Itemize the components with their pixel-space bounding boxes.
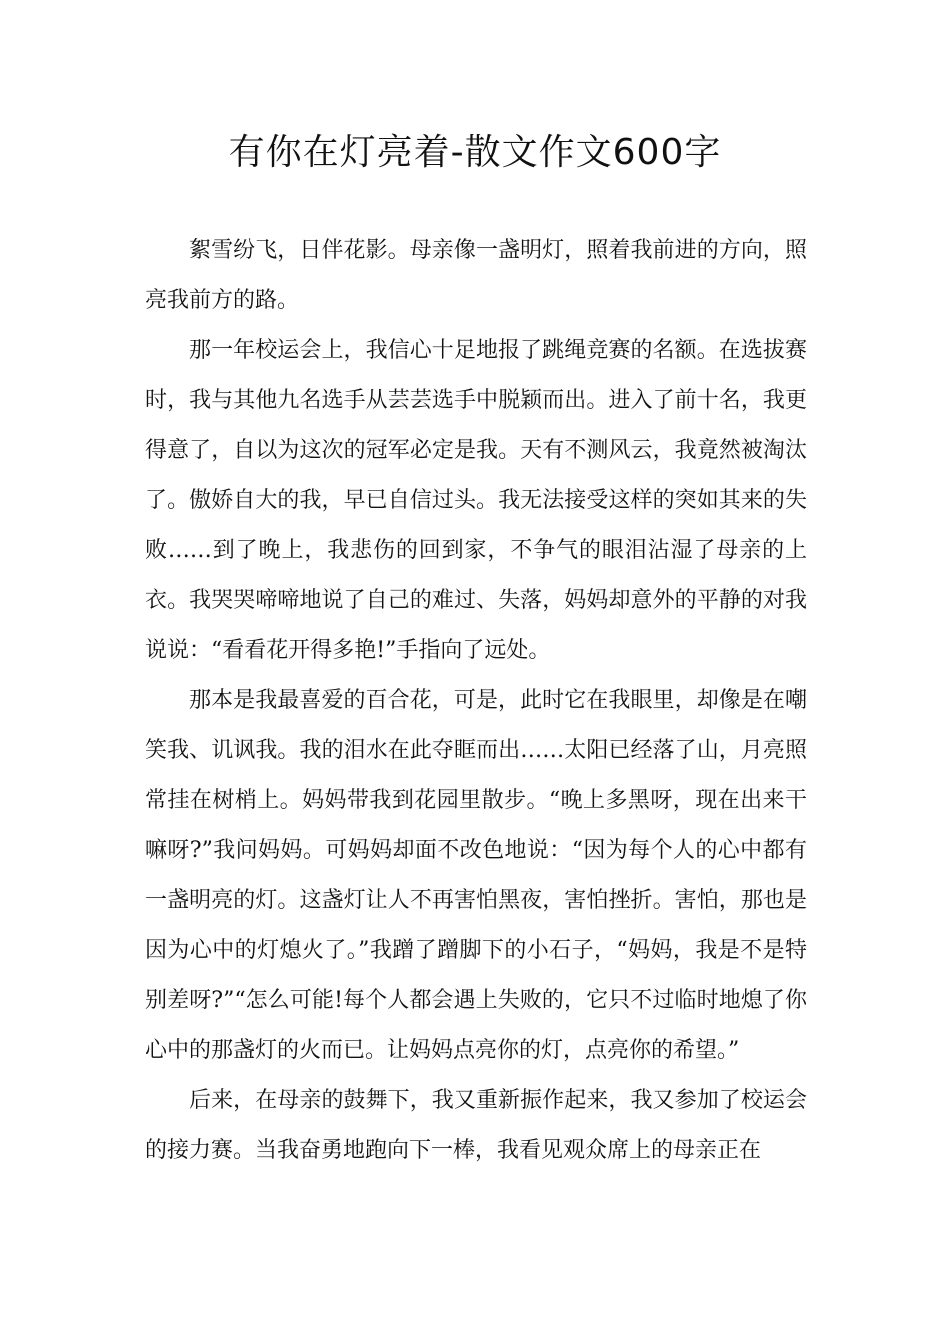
document-body [145,226,807,1176]
paragraph: 那一年校运会上，我信心十足地报了跳绳竞赛的名额。在选拔赛时，我与其他九名选手从芸芸选手中脱颖而出。进入了前十名，我更得意了，自以为这次的冠军必定是我。天有不测风云，我竟然被淘汰了。傲娇自大的我，早已自信过头。我无法接受这样的突如其来的失败……到了晚上，我悲伤的回到家，不争气的眼泪沾湿了母亲的上衣。我哭哭啼啼地说了自己的难过、失落，妈妈却意外的平静的对我说说：“看看花开得多艳!”手指向了远处。 [145,338,807,663]
document-title: 有你在灯亮着-散文作文600字 [228,132,722,173]
paragraph: 后来，在母亲的鼓舞下，我又重新振作起来，我又参加了校运会的接力赛。当我奋勇地跑向下一棒，我看见观众席上的母亲正在 [145,1088,807,1163]
paragraph: 那本是我最喜爱的百合花，可是，此时它在我眼里，却像是在嘲笑我、讥讽我。我的泪水在此夺眶而出……太阳已经落了山，月亮照常挂在树梢上。妈妈带我到花园里散步。“晚上多黑呀，现在出来干嘛呀?”我问妈妈。可妈妈却面不改色地说：“因为每个人的心中都有一盏明亮的灯。这盏灯让人不再害怕黑夜，害怕挫折。害怕，那也是因为心中的灯熄火了。”我蹭了蹭脚下的小石子，“妈妈，我是不是特别差呀?”“怎么可能!每个人都会遇上失败的，它只不过临时地熄了你心中的那盏灯的火而已。让妈妈点亮你的灯，点亮你的希望。” [145,688,807,1063]
paragraph: 絮雪纷飞，日伴花影。母亲像一盏明灯，照着我前进的方向，照亮我前方的路。 [145,238,807,313]
